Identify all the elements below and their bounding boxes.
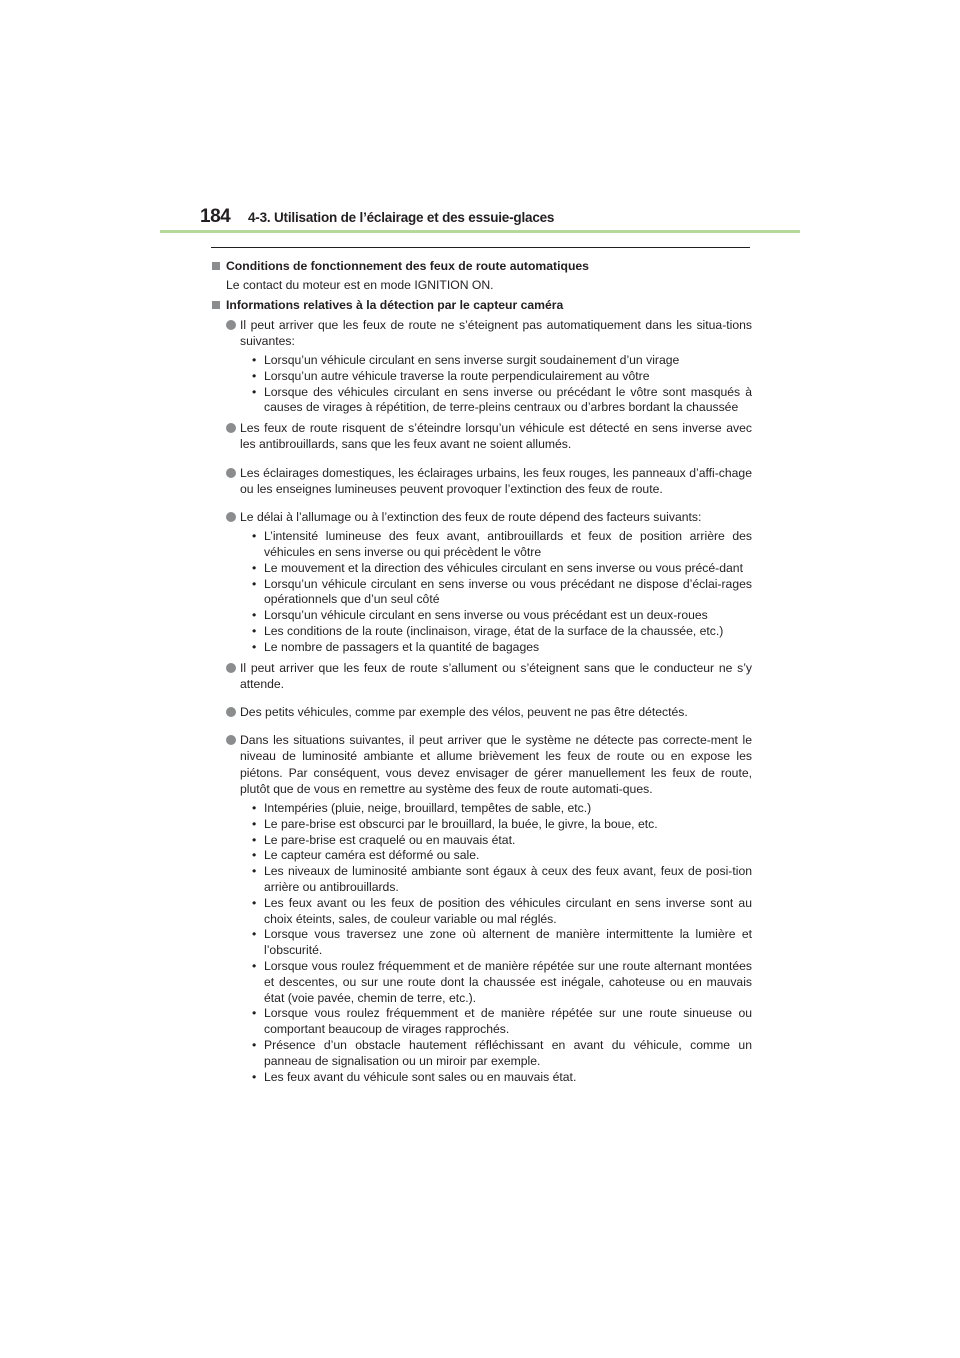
sub-list-item: • Les feux avant du véhicule sont sales ou en mauvais état.	[252, 1070, 752, 1086]
bullet-paragraph	[211, 465, 752, 497]
sub-list-item: • Lorsqu’un véhicule circulant en sens inverse surgit soudainement d’un virage	[252, 353, 752, 369]
sub-list-item: • Lorsque vous roulez fréquemment et de manière répétée sur une route alternant montées et descentes, ou sur une route dont la chaussée est inégale, cahoteuse ou en mauvais état (voie pavée, chemin de terre, etc.).	[252, 959, 752, 1006]
square-bullet-icon	[212, 262, 220, 270]
page-header	[160, 200, 800, 234]
sub-list-item: • Le capteur caméra est déformé ou sale.	[252, 848, 752, 864]
bullet-text: Le délai à l’allumage ou à l’extinction des feux de route dépend des facteurs suivants:	[240, 510, 702, 525]
sub-list-item: • Les feux avant ou les feux de position des véhicules circulant en sens inverse sont au choix éteints, sales, de couleur variable ou mal réglés.	[252, 896, 752, 928]
sub-list	[211, 801, 752, 1085]
sub-list-item: • Le mouvement et la direction des véhicules circulant en sens inverse ou vous précé-dant	[252, 561, 752, 577]
section-title: 4-3. Utilisation de l’éclairage et des essuie-glaces	[248, 210, 555, 225]
sub-list-item: • Les niveaux de luminosité ambiante sont égaux à ceux des feux avant, feux de posi-tion arrière ou antibrouillards.	[252, 864, 752, 896]
sub-list-item: • Lorsqu’un autre véhicule traverse la route perpendiculairement au vôtre	[252, 369, 752, 385]
sub-list-item: • Le pare-brise est craquelé ou en mauvais état.	[252, 833, 752, 849]
bullet-paragraph	[211, 509, 752, 525]
sub-list-item: • Lorsqu’un véhicule circulant en sens inverse ou vous précédant ne dispose d’éclai-rages opérationnels que d’un seul côté	[252, 577, 752, 609]
sub-list-item: • Lorsque vous traversez une zone où alternent de manière intermittente la lumière et l’obscurité.	[252, 927, 752, 959]
content-top-rule	[211, 247, 750, 248]
sub-list-item: • Lorsqu’un véhicule circulant en sens inverse ou vous précédant est un deux-roues	[252, 608, 752, 624]
page-number: 184	[200, 206, 231, 227]
bullet-text: Il peut arriver que les feux de route ne s’éteignent pas automatiquement dans les situa-tions suivantes:	[240, 317, 752, 348]
sub-list-item: • Intempéries (pluie, neige, brouillard, tempêtes de sable, etc.)	[252, 801, 752, 817]
bullet-text: Il peut arriver que les feux de route s’allument ou s’éteignent sans que le conducteur ne s’y attende.	[240, 660, 752, 691]
bullet-paragraph	[211, 704, 752, 720]
circle-bullet-icon	[226, 512, 236, 522]
sub-list-item: • Les conditions de la route (inclinaison, virage, état de la surface de la chaussée, etc.)	[252, 624, 752, 640]
bullet-paragraph	[211, 660, 752, 692]
bullet-text: Des petits véhicules, comme par exemple des vélos, peuvent ne pas être détectés.	[240, 705, 688, 719]
bullet-paragraph	[211, 317, 752, 349]
sub-list-item: • L’intensité lumineuse des feux avant, antibrouillards et feux de position arrière des véhicules en sens inverse ou qui précèdent le vôtre	[252, 529, 752, 561]
sub-list	[211, 529, 752, 655]
header-rule	[160, 230, 800, 233]
square-bullet-icon	[212, 301, 220, 309]
section-heading-text: Informations relatives à la détection par le capteur caméra	[226, 298, 564, 313]
section-text: Le contact du moteur est en mode IGNITION ON.	[226, 278, 494, 293]
sub-list-item: • Le pare-brise est obscurci par le brouillard, la buée, le givre, la boue, etc.	[252, 817, 752, 833]
section-heading	[211, 258, 752, 274]
bullet-text: Les éclairages domestiques, les éclairages urbains, les feux rouges, les panneaux d’affi-chage ou les enseignes lumineuses peuvent provoquer l’extinction des feux de route.	[240, 465, 752, 496]
circle-bullet-icon	[226, 663, 236, 673]
circle-bullet-icon	[226, 707, 236, 717]
bullet-paragraph	[211, 732, 752, 797]
sub-list-item: • Le nombre de passagers et la quantité de bagages	[252, 640, 752, 656]
section-heading-text: Conditions de fonctionnement des feux de route automatiques	[226, 259, 589, 273]
bullet-text: Les feux de route risquent de s’éteindre lorsqu’un véhicule est détecté en sens inverse avec les antibrouillards, sans que les feux avant ne soient allumés.	[240, 421, 752, 452]
circle-bullet-icon	[226, 468, 236, 478]
sub-list-item: • Présence d’un obstacle hautement réfléchissant en avant du véhicule, comme un panneau de signalisation ou un miroir par exemple.	[252, 1038, 752, 1070]
bullet-paragraph	[211, 420, 752, 452]
sub-list	[211, 353, 752, 416]
page-content	[211, 258, 752, 1089]
section-heading	[211, 297, 752, 313]
sub-list-item: • Lorsque vous roulez fréquemment et de manière répétée sur une route sinueuse ou comportant beaucoup de virages rapprochés.	[252, 1006, 752, 1038]
circle-bullet-icon	[226, 320, 236, 330]
bullet-text: Dans les situations suivantes, il peut arriver que le système ne détecte pas correcte-ment le niveau de luminosité ambiante et allume brièvement les feux de route ou en expose les piétons. Par conséquent, vous devez envisager de gérer manuellement les feux de route, plutôt que de vous en remettre au système des feux de route automati-ques.	[240, 733, 752, 796]
sub-list-item: • Lorsque des véhicules circulant en sens inverse ou précédant le vôtre sont masqués à causes de virages à répétition, de terre-pleins centraux ou d’arbres bordant la chaussée	[252, 385, 752, 417]
